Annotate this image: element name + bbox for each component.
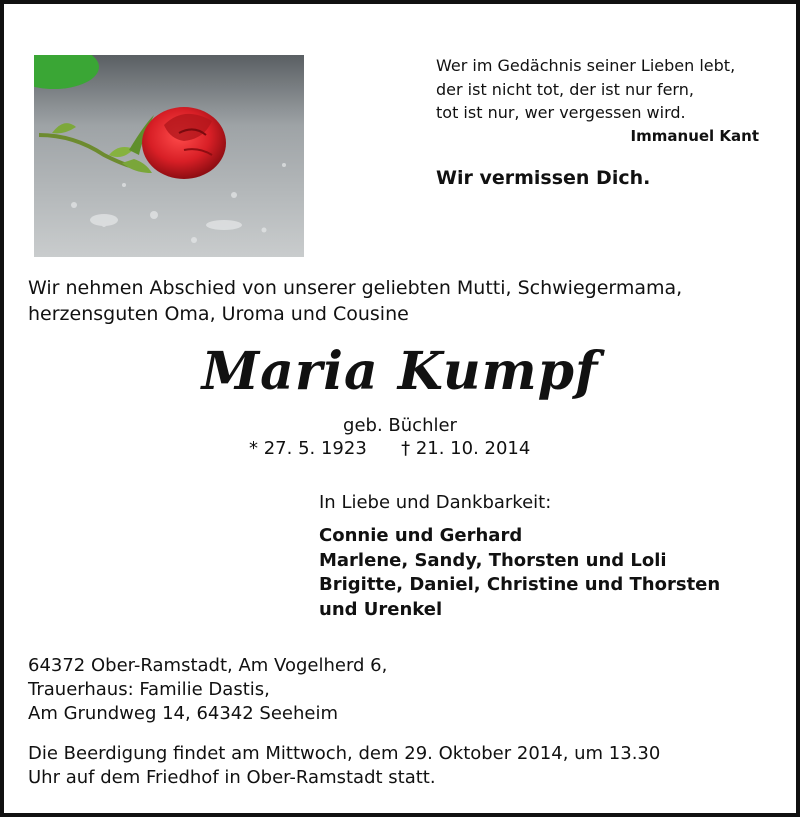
red-rose-icon	[34, 55, 304, 257]
address-line: Trauerhaus: Familie Dastis,	[28, 679, 270, 700]
quote-author: Immanuel Kant	[630, 126, 759, 145]
mourner-line: Connie und Gerhard	[319, 525, 523, 546]
funeral-line: Die Beerdigung findet am Mittwoch, dem 29. Oktober 2014, um 13.30	[28, 743, 661, 764]
quote-line: Wer im Gedächnis seiner Lieben lebt,	[436, 56, 736, 75]
mourner-line: und Urenkel	[319, 598, 443, 620]
address-line: 64372 Ober-Ramstadt, Am Vogelherd 6,	[28, 655, 388, 676]
intro-text	[28, 275, 788, 327]
miss-text: Wir vermissen Dich.	[436, 167, 651, 189]
mourners-list	[319, 524, 720, 622]
mourner-line: Marlene, Sandy, Thorsten und Loli	[319, 549, 667, 571]
mourners-heading: In Liebe und Dankbarkeit:	[319, 492, 552, 513]
deceased-name: Maria Kumpf	[201, 341, 599, 402]
address-line: Am Grundweg 14, 64342 Seeheim	[28, 703, 339, 724]
quote	[436, 54, 766, 148]
intro-line: herzensguten Oma, Uroma und Cousine	[28, 303, 409, 325]
intro-line: Wir nehmen Abschied von unserer geliebten Mutti, Schwiegermama,	[28, 277, 683, 299]
quote-line: tot ist nur, wer vergessen wird.	[436, 103, 686, 122]
rose-photo	[34, 55, 304, 257]
address	[28, 654, 387, 726]
life-dates: * 27. 5. 1923 † 21. 10. 2014	[249, 438, 531, 459]
birth-name: geb. Büchler	[343, 415, 457, 436]
funeral-line: Uhr auf dem Friedhof in Ober-Ramstadt statt.	[28, 767, 436, 788]
quote-line: der ist nicht tot, der ist nur fern,	[436, 79, 694, 99]
funeral-info	[28, 742, 788, 790]
mourner-line: Brigitte, Daniel, Christine und Thorsten	[319, 574, 721, 595]
